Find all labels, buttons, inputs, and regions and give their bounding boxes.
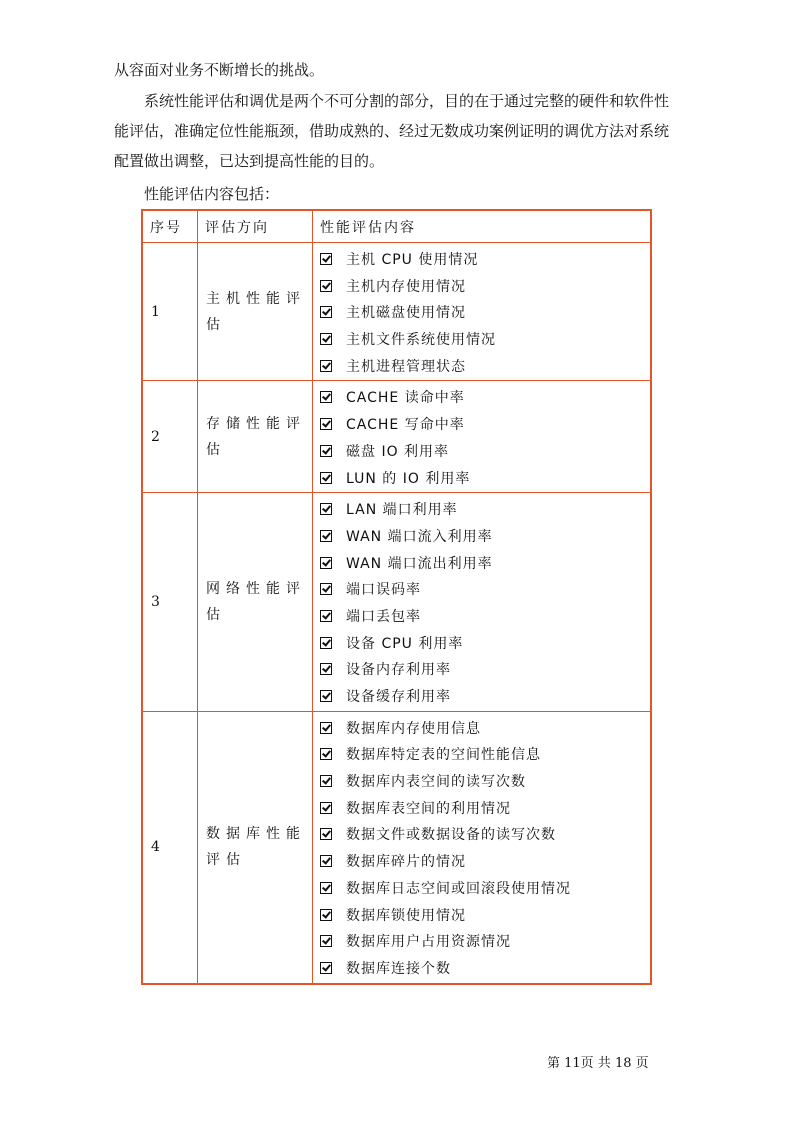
- list-item: [320, 466, 650, 493]
- list-item-label: CACHE 读命中率: [346, 390, 465, 407]
- row-content: [313, 493, 652, 712]
- checkbox-checked-icon: [320, 690, 332, 702]
- list-item-label: 端口误码率: [346, 582, 421, 599]
- list-item-label: 数据库特定表的空间性能信息: [346, 747, 541, 764]
- checkbox-checked-icon: [320, 557, 332, 569]
- list-item-label: LUN 的 IO 利用率: [346, 470, 471, 487]
- row-direction: 网络性能评估: [198, 493, 313, 712]
- checkbox-checked-icon: [320, 445, 332, 457]
- paragraph-1: 从容面对业务不断增长的挑战。: [114, 61, 325, 79]
- list-item: [320, 796, 650, 823]
- row-content: [313, 381, 652, 493]
- performance-evaluation-table: [141, 209, 652, 985]
- checkbox-checked-icon: [320, 503, 332, 515]
- list-item: [320, 929, 650, 956]
- row-index: 3: [142, 493, 198, 712]
- list-item-label: 数据库内存使用信息: [346, 720, 481, 737]
- row-content: [313, 243, 652, 381]
- list-item-label: CACHE 写命中率: [346, 417, 465, 434]
- list-item: [320, 657, 650, 684]
- row-index: 1: [142, 243, 198, 381]
- page-footer: 第 11页 共 18 页: [547, 1056, 649, 1071]
- list-item: [320, 412, 650, 439]
- content-list: [313, 712, 650, 983]
- checkbox-checked-icon: [320, 882, 332, 894]
- list-item-label: LAN 端口利用率: [346, 502, 458, 519]
- list-item: [320, 876, 650, 903]
- table-row: [142, 711, 651, 983]
- checkbox-checked-icon: [320, 333, 332, 345]
- list-item: [320, 631, 650, 658]
- list-item-label: 数据库锁使用情况: [346, 907, 466, 924]
- list-item-label: 主机进程管理状态: [346, 358, 466, 375]
- list-item-label: 设备 CPU 利用率: [346, 635, 464, 652]
- list-item: [320, 385, 650, 412]
- list-item-label: WAN 端口流出利用率: [346, 555, 493, 572]
- list-item: [320, 439, 650, 466]
- checkbox-checked-icon: [320, 855, 332, 867]
- list-item-label: 主机文件系统使用情况: [346, 332, 496, 349]
- list-item: [320, 577, 650, 604]
- list-item: [320, 956, 650, 983]
- list-item-label: 主机内存使用情况: [346, 278, 466, 295]
- list-item: [320, 247, 650, 274]
- checkbox-checked-icon: [320, 909, 332, 921]
- list-item: [320, 300, 650, 327]
- table-row: [142, 381, 651, 493]
- list-item: [320, 903, 650, 930]
- content-list: [313, 493, 650, 711]
- checkbox-checked-icon: [320, 802, 332, 814]
- list-item: [320, 274, 650, 301]
- list-item: [320, 684, 650, 711]
- checkbox-checked-icon: [320, 610, 332, 622]
- list-item: [320, 849, 650, 876]
- checkbox-checked-icon: [320, 722, 332, 734]
- list-item: [320, 497, 650, 524]
- list-item-label: 数据库表空间的利用情况: [346, 800, 511, 817]
- paragraph-3: 性能评估内容包括：: [144, 185, 280, 203]
- checkbox-checked-icon: [320, 472, 332, 484]
- list-item-label: 数据文件或数据设备的读写次数: [346, 827, 556, 844]
- list-item: [320, 551, 650, 578]
- row-index: 2: [142, 381, 198, 493]
- list-item: [320, 742, 650, 769]
- content-list: [313, 381, 650, 492]
- checkbox-checked-icon: [320, 775, 332, 787]
- checkbox-checked-icon: [320, 530, 332, 542]
- list-item-label: WAN 端口流入利用率: [346, 528, 493, 545]
- table-body: [142, 243, 651, 984]
- table-row: [142, 243, 651, 381]
- paragraph-2: 系统性能评估和调优是两个不可分割的部分，目的在于通过完整的硬件和软件性能评估，准确定位性能瓶颈，借助成熟的、经过无数成功案例证明的调优方法对系统配置做出调整，已达到提高性能的目的。: [114, 92, 670, 170]
- checkbox-checked-icon: [320, 253, 332, 265]
- list-item: [320, 524, 650, 551]
- checkbox-checked-icon: [320, 637, 332, 649]
- checkbox-checked-icon: [320, 391, 332, 403]
- list-item-label: 数据库用户占用资源情况: [346, 934, 511, 951]
- checkbox-checked-icon: [320, 828, 332, 840]
- header-direction: 评估方向: [198, 210, 313, 243]
- list-item: [320, 354, 650, 381]
- list-item: [320, 716, 650, 743]
- header-index: 序号: [142, 210, 198, 243]
- list-item: [320, 769, 650, 796]
- table-row: [142, 493, 651, 712]
- list-item-label: 数据库碎片的情况: [346, 854, 466, 871]
- checkbox-checked-icon: [320, 418, 332, 430]
- row-content: [313, 711, 652, 983]
- row-direction: 数据库性能评估: [198, 711, 313, 983]
- content-list: [313, 243, 650, 380]
- list-item-label: 设备缓存利用率: [346, 689, 451, 705]
- checkbox-checked-icon: [320, 962, 332, 974]
- list-item-label: 磁盘 IO 利用率: [346, 443, 450, 460]
- checkbox-checked-icon: [320, 306, 332, 318]
- row-index: 4: [142, 711, 198, 983]
- checkbox-checked-icon: [320, 360, 332, 372]
- list-item-label: 数据库连接个数: [346, 960, 451, 977]
- list-item-label: 主机 CPU 使用情况: [346, 252, 479, 268]
- checkbox-checked-icon: [320, 280, 332, 292]
- checkbox-checked-icon: [320, 748, 332, 760]
- list-item-label: 设备内存利用率: [346, 662, 451, 679]
- header-content: 性能评估内容: [313, 210, 652, 243]
- list-item-label: 数据库内表空间的读写次数: [346, 774, 526, 791]
- list-item: [320, 822, 650, 849]
- checkbox-checked-icon: [320, 935, 332, 947]
- list-item: [320, 604, 650, 631]
- list-item-label: 数据库日志空间或回滚段使用情况: [346, 880, 571, 897]
- checkbox-checked-icon: [320, 663, 332, 675]
- list-item-label: 主机磁盘使用情况: [346, 305, 466, 322]
- list-item: [320, 327, 650, 354]
- list-item-label: 端口丢包率: [346, 608, 421, 625]
- table-header-row: [142, 210, 651, 243]
- row-direction: 主机性能评估: [198, 243, 313, 381]
- row-direction: 存储性能评估: [198, 381, 313, 493]
- checkbox-checked-icon: [320, 583, 332, 595]
